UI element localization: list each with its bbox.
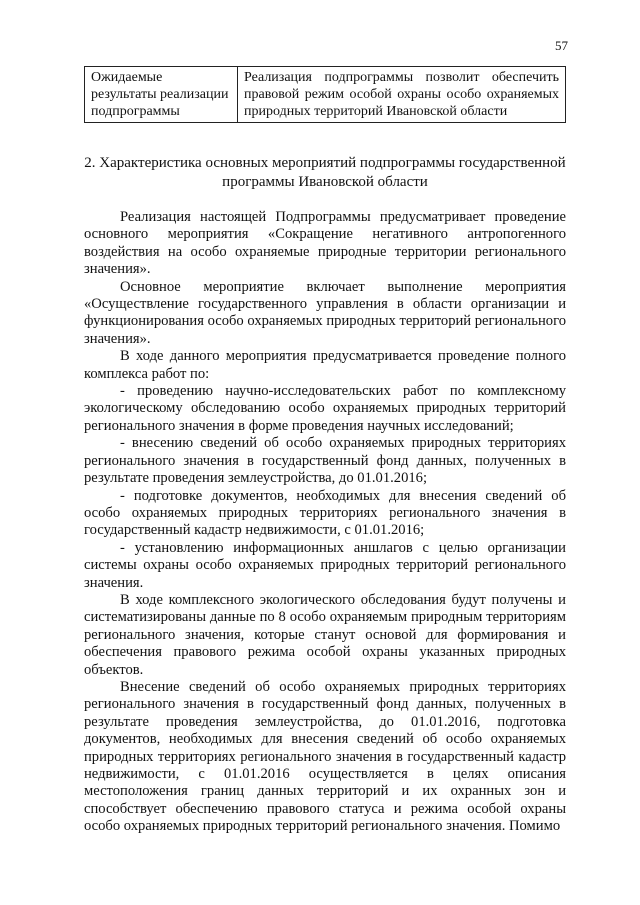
page-number: 57 — [555, 38, 568, 53]
summary-table — [84, 66, 566, 123]
bullet-item: - подготовке документов, необходимых для внесения сведений об особо охраняемых природных территориях регионального значения в государственный кадастр недвижимости, с 01.01.2016; — [84, 487, 566, 539]
paragraph: Основное мероприятие включает выполнение мероприятия «Осуществление государственного управления в области организации и функционирования особо охраняемых природных территорий регионального значения». — [84, 278, 566, 347]
body-text — [84, 209, 566, 836]
bullet-item: - проведению научно-исследовательских работ по комплексному экологическому обследованию особо охраняемых природных территорий регионального значения в форме проведения научных исследований; — [84, 383, 566, 434]
section-title: 2. Характеристика основных мероприятий подпрограммы государственной программы Ивановской области — [84, 155, 566, 190]
summary-label: Ожидаемые результаты реализации подпрограммы — [85, 67, 238, 123]
paragraph: Внесение сведений об особо охраняемых природных территориях регионального значения в государственный фонд данных, полученных в результате проведения землеустройства, до 01.01.2016, подготовка документов, необходимых для внесения сведений об особо охраняемых природных территориях регионального значения в государственный кадастр недвижимости, с 01.01.2016 осуществляется в целях описания местоположения границ данных территорий и их охранных зон и способствует обеспечению правового статуса и режима особой охраны особо охраняемых природных территорий регионального значения. Помимо — [84, 678, 566, 835]
table-row — [85, 67, 566, 123]
summary-value: Реализация подпрограммы позволит обеспечить правовой режим особой охраны особо охраняемых природных территорий Ивановской области — [238, 67, 566, 123]
paragraph: Реализация настоящей Подпрограммы предусматривает проведение основного мероприятия «Сокращение негативного антропогенного воздействия на особо охраняемые природные территории регионального значения». — [84, 209, 566, 278]
bullet-item: - внесению сведений об особо охраняемых природных территориях регионального значения в государственный фонд данных, полученных в результате проведения землеустройства, до 01.01.2016; — [84, 435, 566, 487]
paragraph: В ходе комплексного экологического обследования будут получены и систематизированы данные по 8 особо охраняемым природным территориям регионального значения, которые станут основой для формирования и обеспечения правового режима особой охраны указанных природных объектов. — [84, 591, 566, 678]
paragraph: В ходе данного мероприятия предусматривается проведение полного комплекса работ по: — [84, 348, 566, 382]
bullet-item: - установлению информационных аншлагов с целью организации системы охраны особо охраняемых природных территорий регионального значения. — [84, 539, 566, 591]
